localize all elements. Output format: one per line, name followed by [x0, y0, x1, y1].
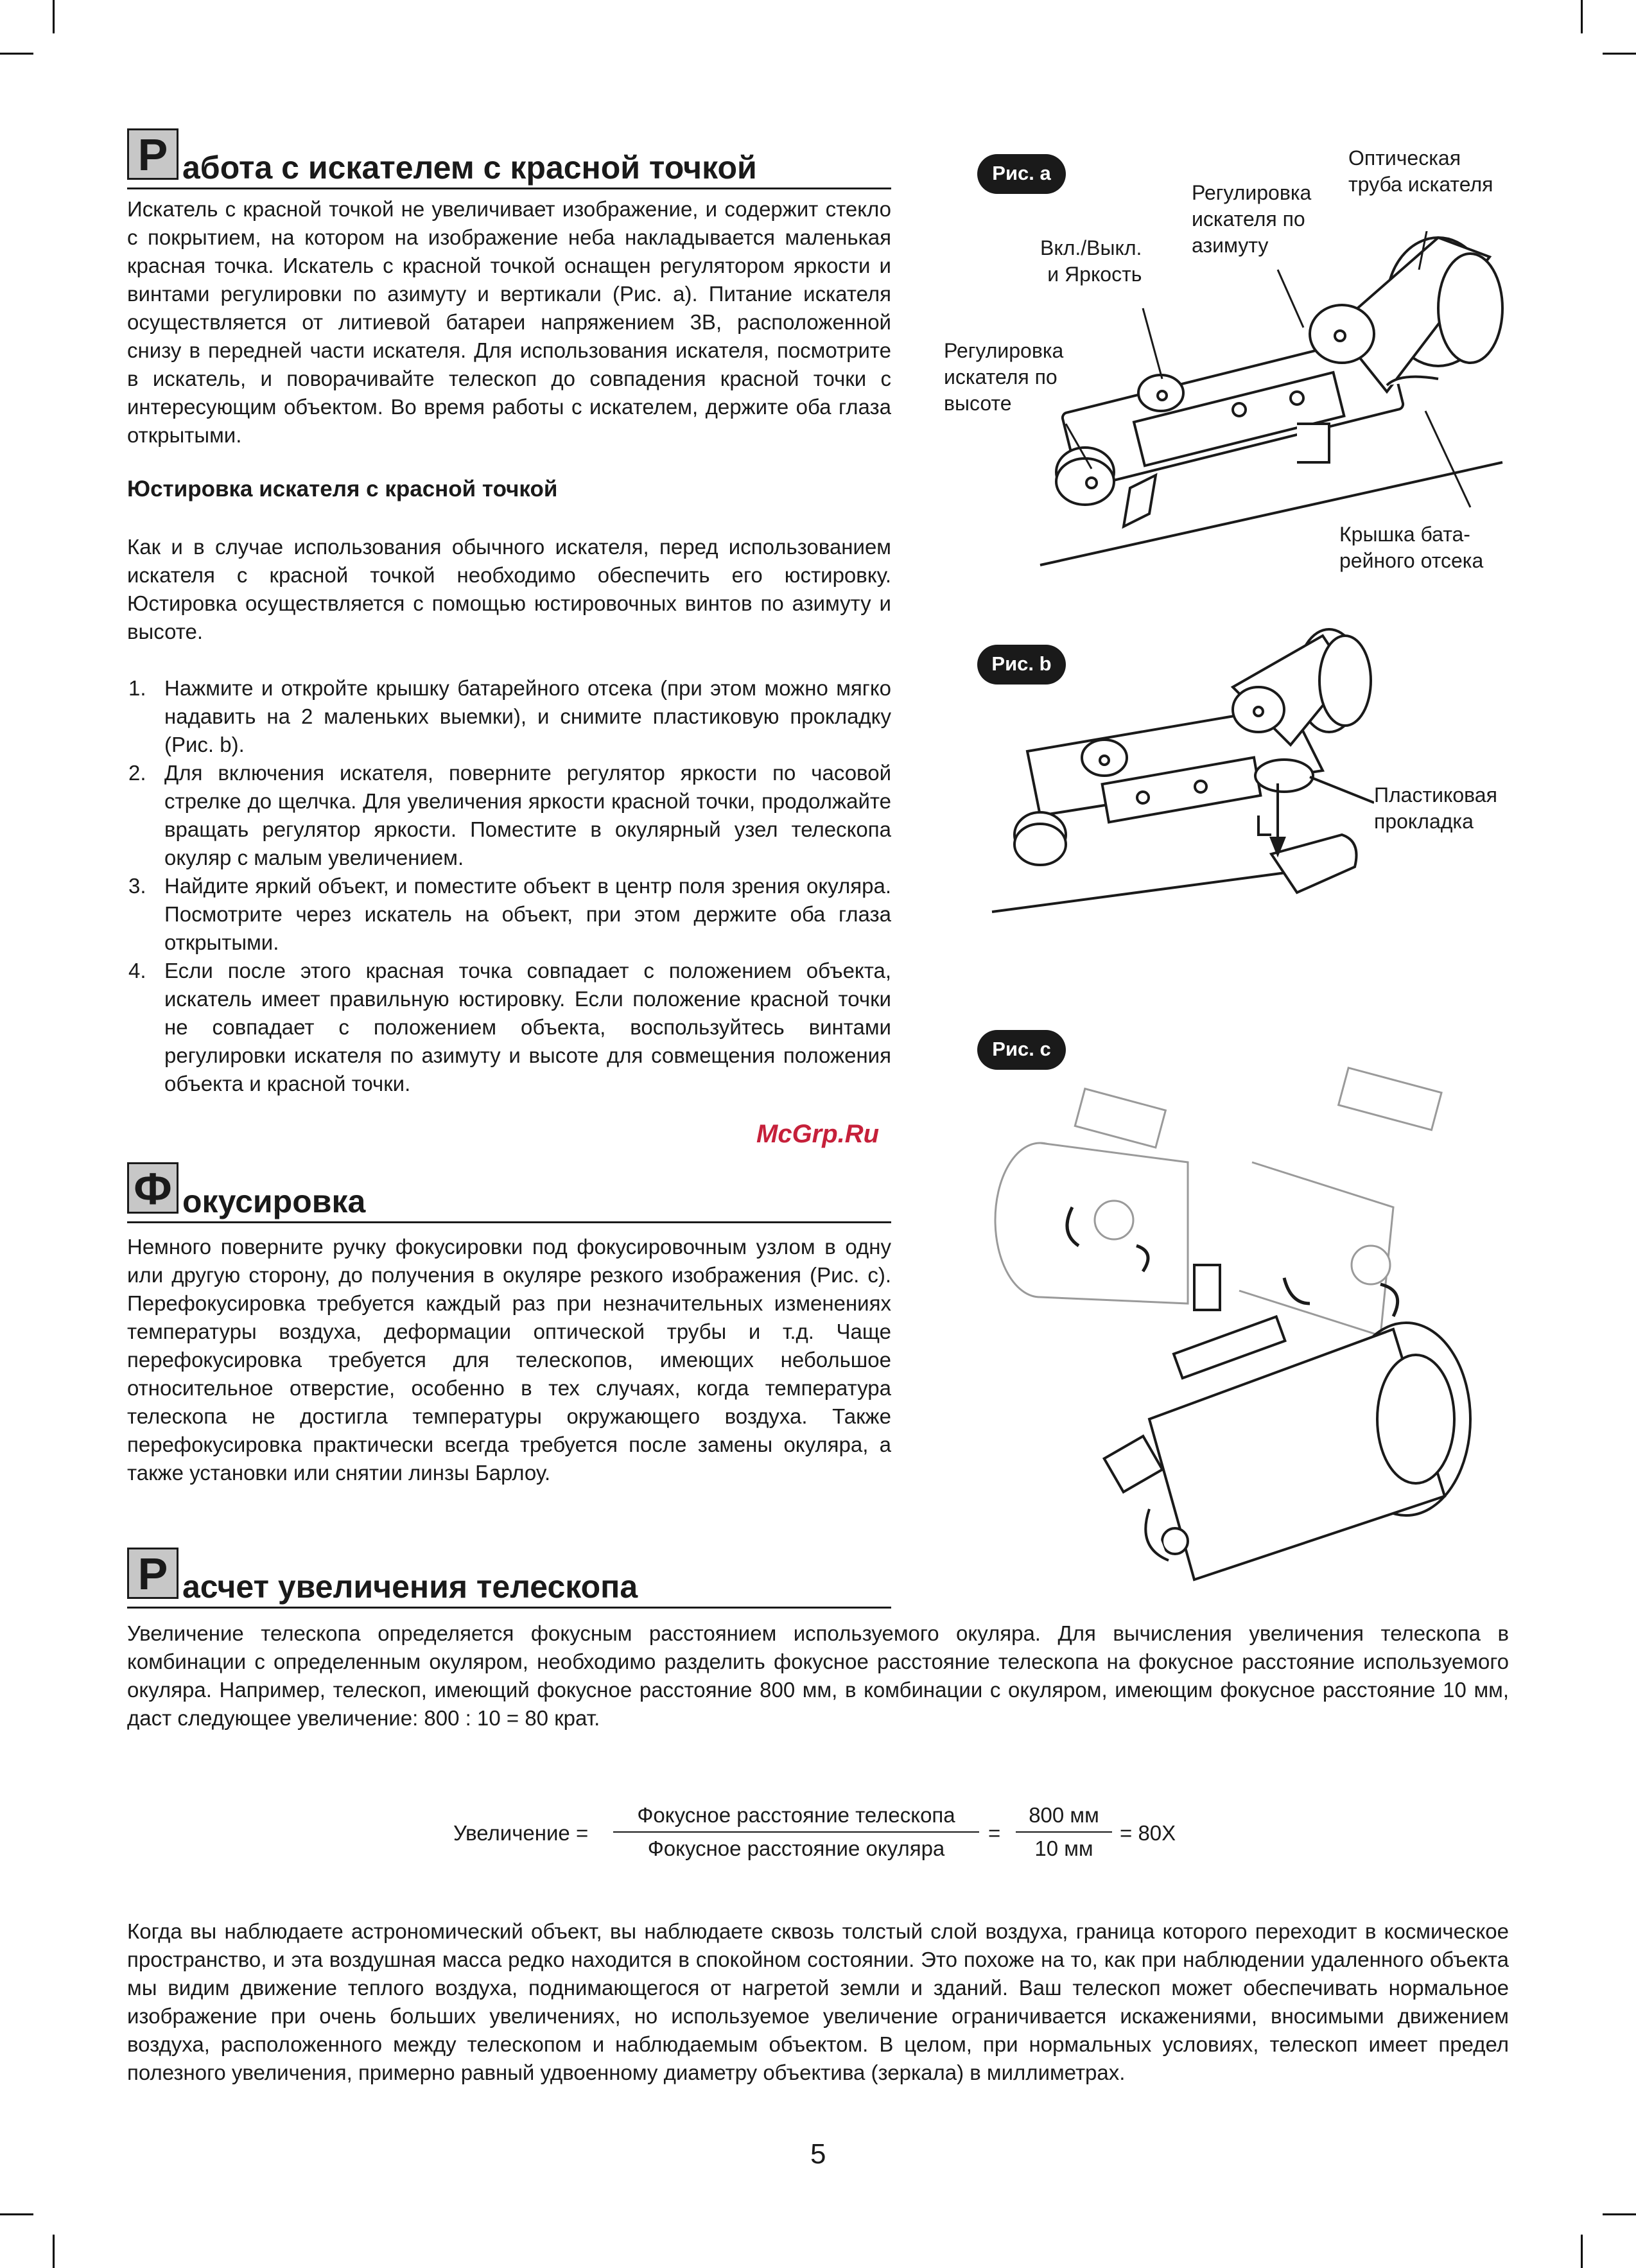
label-altitude-adjust: Регулировка искателя по высоте: [944, 339, 1064, 415]
step-4: [128, 957, 891, 1098]
label-on-off-brightness: Вкл./Выкл. и Яркость: [1040, 236, 1142, 286]
formula-equals: =: [988, 1821, 1001, 1845]
crop-mark: [0, 2213, 33, 2215]
step-number: 1.: [128, 676, 146, 700]
label-battery-cover: Крышка бата- рейного отсека: [1339, 523, 1484, 572]
section-heading-focus: [127, 1162, 891, 1223]
crop-mark: [1603, 53, 1636, 55]
crop-mark: [1603, 2213, 1636, 2215]
heading-initial: Р: [127, 128, 178, 180]
crop-mark: [0, 53, 33, 55]
formula-fraction-1: [613, 1803, 979, 1861]
formula-denominator: 10 мм: [1034, 1836, 1093, 1860]
finder-intro: Искатель с красной точкой не увеличивает изображение, и содержит стекло с покрытием, на котором на изображение неба накладывается маленькая красная точка. Искатель с красной точкой оснащен регулятором яркости и винтами регулировки по азимуту и вертикали (Рис. a). Питание искателя осуществляется от литиевой батареи напряжением 3В, расположенной снизу в передней части искателя. Для использования искателя, посмотрите в искатель, и поворачивайте телескоп до совпадения красной точки с интересующим объектом. Во время работы с искателем, держите оба глаза открытыми.: [127, 197, 891, 447]
watermark: McGrp.Ru: [756, 1120, 880, 1148]
label-plastic-pad: Пластиковая прокладка: [1374, 783, 1497, 833]
step-3: [128, 872, 891, 957]
formula-numerator: 800 мм: [1029, 1803, 1099, 1827]
step-text: Найдите яркий объект, и поместите объект в центр поля зрения окуляра. Посмотрите через искатель на объект, при этом держите оба глаза открытыми.: [164, 874, 891, 954]
label-optical-tube: Оптическая труба искателя: [1348, 146, 1493, 196]
step-number: 4.: [128, 959, 146, 982]
label-azimuth-adjust: Регулировка искателя по азимуту: [1192, 181, 1312, 257]
crop-mark: [53, 0, 55, 33]
figure-b-badge: Рис. b: [977, 645, 1066, 685]
closing-text: Когда вы наблюдаете астрономический объект, вы наблюдаете сквозь толстый слой воздуха, граница которого переходит в космическое пространство, и эта воздушная масса редко находится в спокойном состоянии. Это похоже на то, как при наблюдении удаленного объекта мы видим движение теплого воздуха, поднимающегося от нагретой земли и зданий. Ваш телескоп может обеспечивать нормальное изображение при очень больших увеличениях, но используемое увеличение ограничивается искажениями, вносимыми движением воздуха, расположенного между телескопом и наблюдаемым объектом. В целом, при нормальных условиях, телескоп имеет предел полезного увеличения, примерно равный удвоенному диаметру объектива (зеркала) в миллиметрах.: [127, 1919, 1509, 2084]
heading-text: окусировка: [182, 1183, 366, 1219]
formula-fraction-2: [1016, 1803, 1112, 1861]
crop-mark: [1581, 0, 1583, 33]
fraction-line: [613, 1831, 979, 1833]
step-text: Нажмите и откройте крышку батарейного отсека (при этом можно мягко надавить на 2 маленьких выемки), и снимите пластиковую прокладку (Рис. b).: [164, 676, 891, 756]
section-heading-finder: [127, 128, 891, 189]
alignment-subheading: Юстировка искателя с красной точкой: [127, 476, 558, 502]
step-2: [128, 759, 891, 872]
figure-a-badge: Рис. a: [977, 154, 1066, 194]
heading-initial: Р: [127, 1548, 178, 1599]
heading-text: абота с искателем с красной точкой: [182, 150, 757, 186]
heading-initial: Ф: [127, 1162, 178, 1214]
step-number: 2.: [128, 761, 146, 785]
fraction-line: [1016, 1831, 1112, 1833]
step-text: Если после этого красная точка совпадает с положением объекта, искатель имеет правильную юстировку. Если положение красной точки не совпадает с положением объекта, воспользуйтесь винтами регулировки искателя по азимуту и высоте для совмещения положения объекта и красной точки.: [164, 959, 891, 1095]
heading-text: асчет увеличения телескопа: [182, 1569, 638, 1605]
formula-result: = 80Х: [1120, 1821, 1176, 1845]
section-heading-magnification: [127, 1548, 891, 1609]
crop-mark: [1581, 2235, 1583, 2268]
page-number: 5: [810, 2138, 826, 2170]
magnification-text: Увеличение телескопа определяется фокусным расстоянием используемого окуляра. Для вычисления увеличения телескопа в комбинации с определенным окуляром, необходимо разделить фокусное расстояние телескопа на фокусное расстояние используемого окуляра. Например, телескоп, имеющий фокусное расстояние 800 мм, в комбинации с окуляром, имеющим фокусное расстояние 10 мм, даст следующее увеличение: 800 : 10 = 80 крат.: [127, 1621, 1509, 1730]
formula-denominator: Фокусное расстояние окуляра: [647, 1836, 945, 1860]
focus-text: Немного поверните ручку фокусировки под фокусировочным узлом в одну или другую сторону, до получения в окуляре резкого изображения (Рис. c). Перефокусировка требуется каждый раз при незначительных изменениях температуры воздуха, деформации оптической трубы и т.д. Чаще перефокусировка требуется для телескопов, имеющих небольшое относительное отверстие, особенно в тех случаях, когда температура телескопа не достигла температуры окружающего воздуха. Также перефокусировка практически всегда требуется после замены окуляра, а также установки или снятии линзы Барлоу.: [127, 1235, 891, 1485]
figure-b-illustration: [989, 623, 1374, 925]
figure-c-illustration: [982, 1060, 1509, 1592]
alignment-intro: Как и в случае использования обычного искателя, перед использованием искателя с красной точкой необходимо обеспечить его юстировку. Юстировка осуществляется с помощью юстировочных винтов по азимуту и высоте.: [127, 535, 891, 643]
formula-numerator: Фокусное расстояние телескопа: [637, 1803, 955, 1827]
figure-c-badge: Рис. c: [977, 1030, 1066, 1070]
step-number: 3.: [128, 874, 146, 898]
crop-mark: [53, 2235, 55, 2268]
step-1: [128, 674, 891, 759]
formula-lhs: Увеличение =: [453, 1821, 589, 1845]
step-text: Для включения искателя, поверните регулятор яркости по часовой стрелке до щелчка. Для увеличения яркости красной точки, продолжайте вращать регулятор яркости. Поместите в окулярный узел телескопа окуляр с малым увеличением.: [164, 761, 891, 869]
